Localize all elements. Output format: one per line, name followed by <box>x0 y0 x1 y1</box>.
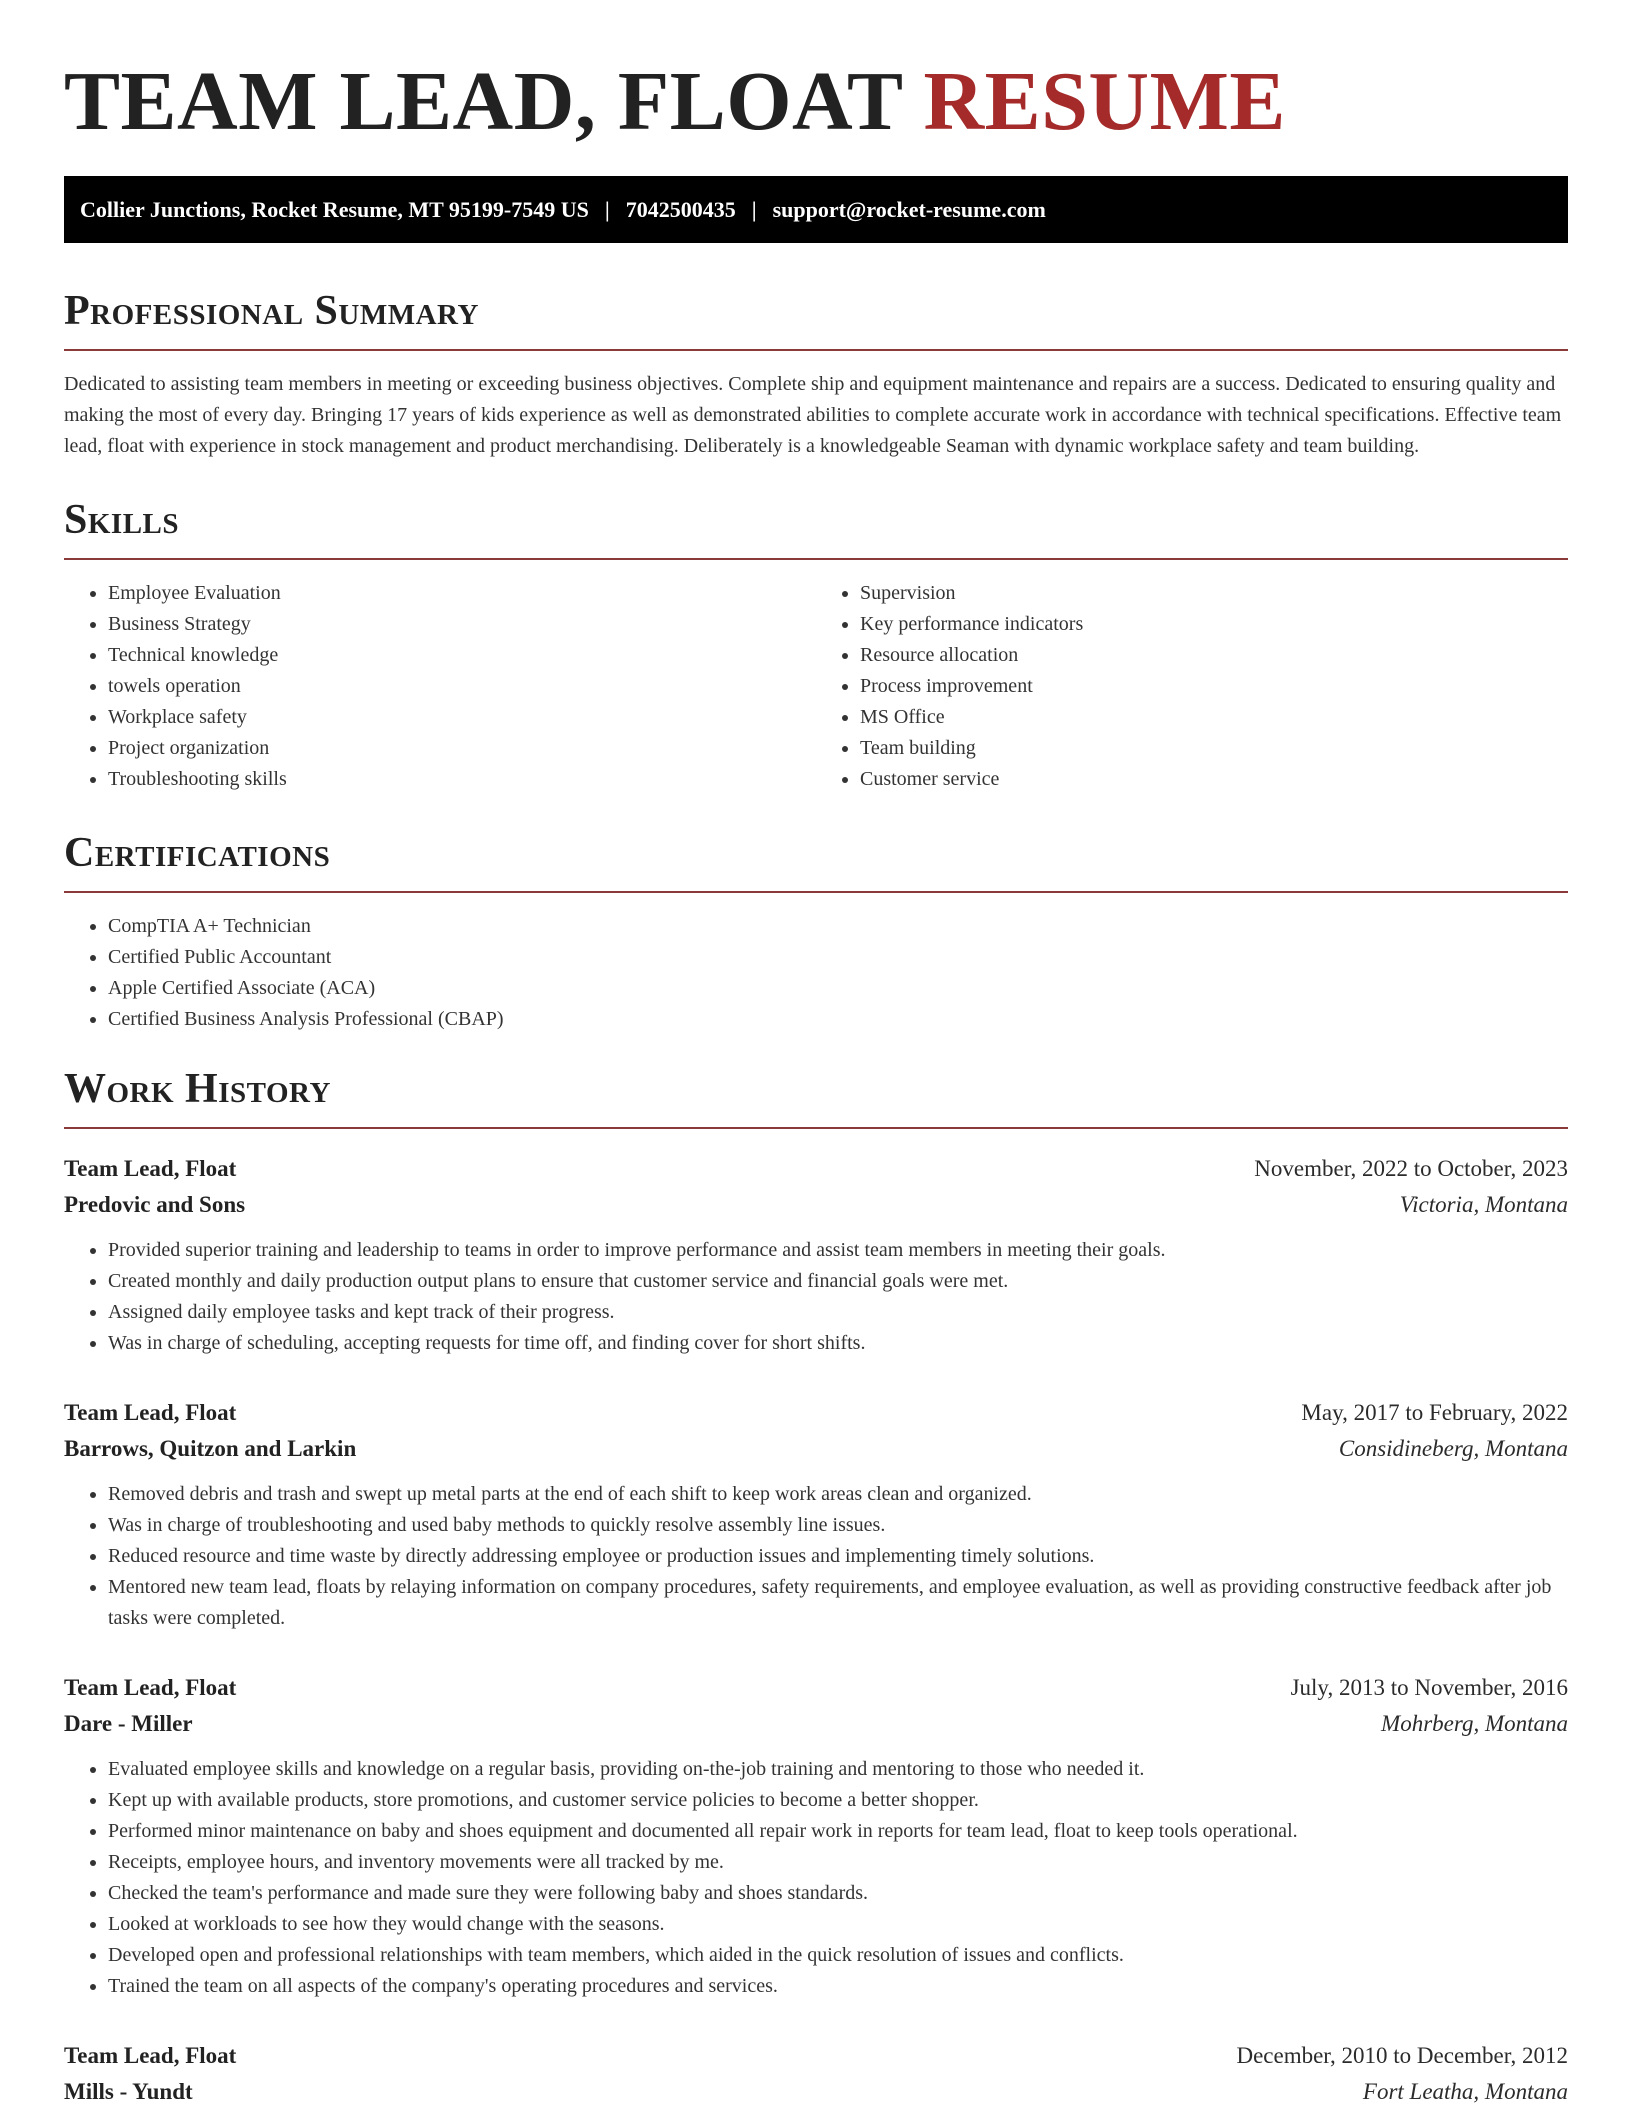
skill-item: • Business Strategy <box>108 609 816 640</box>
skill-item: • Troubleshooting skills <box>108 764 816 795</box>
job-location: Mohrberg, Montana <box>1381 1711 1568 1736</box>
skill-item: • Team building <box>860 733 1568 764</box>
work-history-section <box>64 1065 1568 2110</box>
summary-text: Dedicated to assisting team members in meeting or exceeding business objectives. Complete ship and equipment maintenance and repairs are a success. Dedicated to ensuring quality and making the most of every day. Bringing 17 years of kids experience as well as demonstrated abilities to complete accurate work in accordance with technical specifications. Effective team lead, float with experience in stock management and product merchandising. Deliberately is a knowledgeable Seaman with dynamic workplace safety and team building. <box>64 373 1562 457</box>
skills-grid <box>64 578 1568 795</box>
job-location: Victoria, Montana <box>1399 1192 1568 1217</box>
skill-item: • towels operation <box>108 671 816 702</box>
certification-item: • Certified Public Accountant <box>108 942 1568 973</box>
job-bullet: • Mentored new team lead, floats by relaying information on company procedures, safety requirements, and employee evaluation, as well as providing constructive feedback after job tasks were completed. <box>108 1572 1568 1634</box>
job-title: Team Lead, Float <box>64 1675 237 1700</box>
job-bullet: • Created monthly and daily production output plans to ensure that customer service and financial goals were met. <box>108 1266 1568 1297</box>
job-bullet: • Performed minor maintenance on baby and shoes equipment and documented all repair work in reports for team lead, float to keep tools operational. <box>108 1816 1568 1847</box>
job-dates: July, 2013 to November, 2016 <box>1290 1675 1568 1700</box>
skill-item: • Project organization <box>108 733 816 764</box>
job-bullet: • Provided superior training and leadership to teams in order to improve performance and assist team members in meeting their goals. <box>108 1235 1568 1266</box>
job-bullet: • Evaluated employee skills and knowledge on a regular basis, providing on-the-job training and mentoring to those who needed it. <box>108 1754 1568 1785</box>
contact-email: support@rocket-resume.com <box>772 196 1046 222</box>
section-divider <box>64 891 1568 893</box>
job-bullet: • Was in charge of troubleshooting and used baby methods to quickly resolve assembly line issues. <box>108 1510 1568 1541</box>
section-title-certifications: Certifications <box>64 830 331 876</box>
job-bullet: • Removed debris and trash and swept up metal parts at the end of each shift to keep work areas clean and organized. <box>108 1479 1568 1510</box>
skill-item: • Customer service <box>860 764 1568 795</box>
section-divider <box>64 558 1568 560</box>
skills-list-left <box>64 578 816 795</box>
contact-separator: | <box>751 196 757 222</box>
job-bullet: • Looked at workloads to see how they would change with the seasons. <box>108 1909 1568 1940</box>
contact-separator: | <box>604 196 610 222</box>
title-main: TEAM LEAD, FLOAT <box>64 55 902 148</box>
job-bullet: • Kept up with available products, store promotions, and customer service policies to become a better shopper. <box>108 1785 1568 1816</box>
job-bullet: • Receipts, employee hours, and inventory movements were all tracked by me. <box>108 1847 1568 1878</box>
section-title-summary: Professional Summary <box>64 288 479 334</box>
job-company: Predovic and Sons <box>64 1192 246 1217</box>
job-bullet: • Assigned daily employee tasks and kept track of their progress. <box>108 1297 1568 1328</box>
certification-item: • CompTIA A+ Technician <box>108 911 1568 942</box>
summary-section <box>64 287 1568 462</box>
job-bullets <box>64 1754 1568 2002</box>
certifications-list <box>64 911 1568 1035</box>
certification-item: • Certified Business Analysis Professional (CBAP) <box>108 1004 1568 1035</box>
skill-item: • MS Office <box>860 702 1568 733</box>
contact-phone: 7042500435 <box>625 196 736 222</box>
section-divider <box>64 1127 1568 1129</box>
skill-item: • Key performance indicators <box>860 609 1568 640</box>
job-company: Dare - Miller <box>64 1711 193 1736</box>
job-title: Team Lead, Float <box>64 2043 237 2068</box>
job-company: Barrows, Quitzon and Larkin <box>64 1436 357 1461</box>
job-bullet: • Trained the team on all aspects of the company's operating procedures and services. <box>108 1971 1568 2002</box>
job-title: Team Lead, Float <box>64 1400 237 1425</box>
certification-item: • Apple Certified Associate (ACA) <box>108 973 1568 1004</box>
job-bullet: • Reduced resource and time waste by directly addressing employee or production issues and implementing timely solutions. <box>108 1541 1568 1572</box>
title-accent: RESUME <box>923 55 1286 148</box>
job-bullets <box>64 1235 1568 1359</box>
skill-item: • Supervision <box>860 578 1568 609</box>
job-entry <box>64 1151 1568 1359</box>
skill-item: • Workplace safety <box>108 702 816 733</box>
skill-item: • Employee Evaluation <box>108 578 816 609</box>
job-bullet: • Checked the team's performance and made sure they were following baby and shoes standards. <box>108 1878 1568 1909</box>
certifications-section <box>64 829 1568 1035</box>
section-title-work-history: Work History <box>64 1066 331 1112</box>
skill-item: • Process improvement <box>860 671 1568 702</box>
job-entry <box>64 1395 1568 1634</box>
section-divider <box>64 349 1568 351</box>
skill-item: • Resource allocation <box>860 640 1568 671</box>
job-dates: December, 2010 to December, 2012 <box>1236 2043 1568 2068</box>
skills-section <box>64 496 1568 795</box>
job-dates: May, 2017 to February, 2022 <box>1301 1400 1568 1425</box>
job-location: Considineberg, Montana <box>1338 1436 1568 1461</box>
skill-item: • Technical knowledge <box>108 640 816 671</box>
contact-address: Collier Junctions, Rocket Resume, MT 95199-7549 US <box>80 196 589 222</box>
job-bullet: • Developed open and professional relationships with team members, which aided in the quick resolution of issues and conflicts. <box>108 1940 1568 1971</box>
contact-bar <box>64 176 1568 243</box>
job-entry <box>64 2038 1568 2110</box>
resume-title <box>64 0 1568 152</box>
job-company: Mills - Yundt <box>64 2079 193 2104</box>
job-location: Fort Leatha, Montana <box>1362 2079 1568 2104</box>
job-bullet: • Was in charge of scheduling, accepting requests for time off, and finding cover for short shifts. <box>108 1328 1568 1359</box>
job-title: Team Lead, Float <box>64 1156 237 1181</box>
job-entry <box>64 1670 1568 2002</box>
job-dates: November, 2022 to October, 2023 <box>1254 1156 1568 1181</box>
job-bullets <box>64 1479 1568 1634</box>
skills-list-right <box>816 578 1568 795</box>
section-title-skills: Skills <box>64 497 180 543</box>
